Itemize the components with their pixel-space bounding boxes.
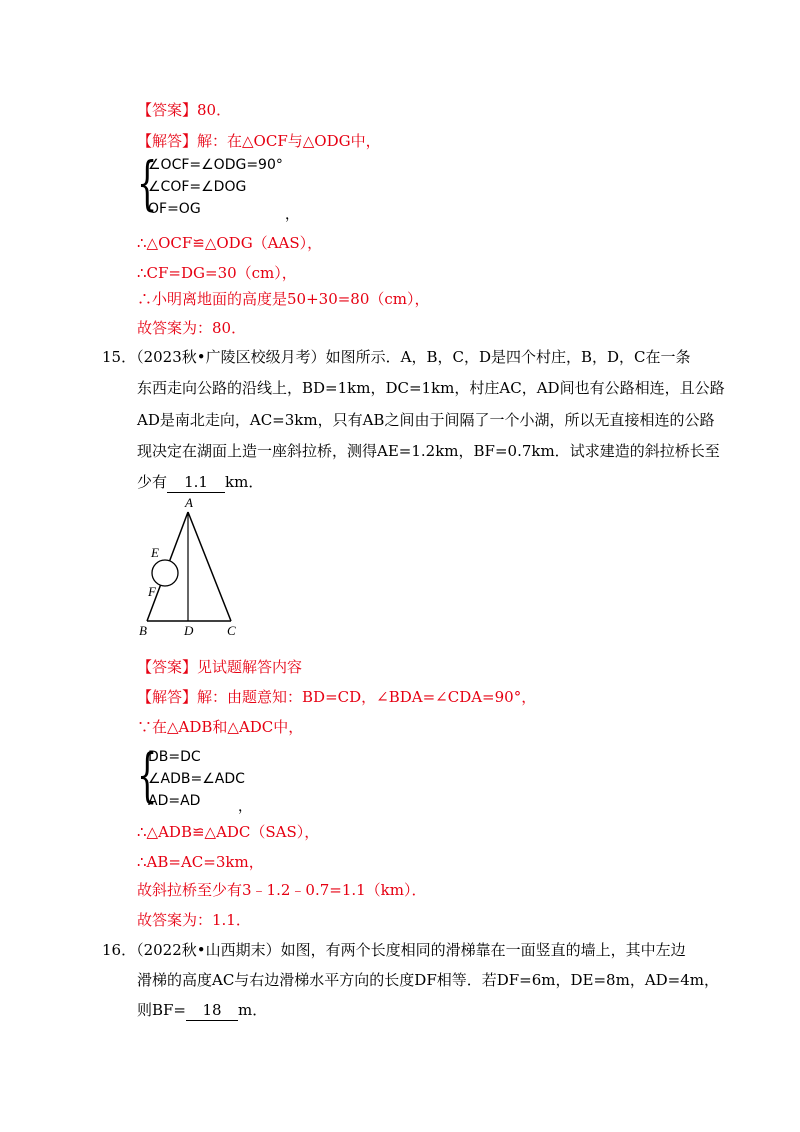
- answer-value: 80．: [197, 101, 232, 119]
- q15-solution-line: [137, 687, 536, 707]
- system-eq-3: OF=OG: [148, 201, 201, 217]
- q15-line-2: 东西走向公路的沿线上，BD=1km，DC=1km，村庄AC，AD间也有公路相连，且公路: [137, 379, 725, 397]
- answer-blank: 1.1: [167, 472, 225, 493]
- blank-suffix: m．: [238, 1001, 268, 1019]
- label-b: B: [139, 623, 147, 638]
- label-e: E: [151, 545, 159, 560]
- q15-because-line: ∵在△ADB和△ADC中，: [137, 718, 304, 736]
- system-comma: ，: [285, 207, 299, 223]
- solution-tag: 【解答】: [137, 688, 198, 706]
- system-eq-2: ∠ADB=∠ADC: [148, 771, 245, 787]
- q15-line-5: [137, 472, 263, 493]
- lake-circle: [152, 560, 178, 586]
- label-f: F: [148, 584, 156, 599]
- answer-blank: 18: [186, 1000, 238, 1021]
- system-eq-1: ∠OCF=∠ODG=90°: [148, 157, 283, 173]
- solution-intro: 解：在△OCF与△ODG中，: [197, 132, 381, 150]
- label-c: C: [227, 623, 236, 638]
- q15-ab-line: ∴AB=AC=3km，: [137, 853, 264, 871]
- answer-tag: 【答案】: [137, 101, 198, 119]
- solution-intro: 解：由题意知：BD=CD，∠BDA=∠CDA=90°，: [197, 688, 537, 706]
- q14-height-line: ∴小明离地面的高度是50+30=80（cm），: [137, 290, 430, 308]
- q15-line-4: 现决定在湖面上造一座斜拉桥，测得AE=1.2km，BF=0.7km．试求建造的斜拉桥长至: [137, 442, 720, 460]
- triangle-figure: [130, 495, 250, 640]
- q14-cf-line: ∴CF=DG=30（cm），: [137, 264, 297, 282]
- q15-line-3: AD是南北走向，AC=3km，只有AB之间由于间隔了一个小湖，所以无直接相连的公路: [137, 411, 715, 429]
- q15-final-line: 故答案为：1.1．: [137, 911, 251, 929]
- side-ac: [188, 512, 231, 621]
- label-a: A: [185, 495, 193, 510]
- system-brace: {: [137, 149, 158, 217]
- label-d: D: [184, 623, 194, 638]
- q15-congruent-line: ∴△ADB≌△ADC（SAS），: [137, 823, 320, 841]
- q15-line-1: [102, 347, 691, 367]
- system-eq-3: AD=AD: [148, 793, 201, 809]
- q16-line-3: [137, 1000, 267, 1021]
- q15-answer-line: [137, 657, 302, 677]
- q14-solution-line: [137, 131, 381, 151]
- solution-tag: 【解答】: [137, 132, 198, 150]
- answer-value: 见试题解答内容: [197, 658, 303, 676]
- answer-tag: 【答案】: [137, 658, 198, 676]
- question-text: （2022秋•山西期末）如图，有两个长度相同的滑梯靠在一面竖直的墙上，其中左边: [136, 941, 686, 959]
- q16-line-2: 滑梯的高度AC与右边滑梯水平方向的长度DF相等．若DF=6m，DE=8m，AD=4m，: [137, 971, 720, 989]
- question-number: 16．: [102, 941, 137, 959]
- q16-line-1: [102, 940, 686, 960]
- system-brace: {: [137, 741, 158, 809]
- blank-prefix: 则BF=: [137, 1001, 186, 1019]
- question-text: （2023秋•广陵区校级月考）如图所示．A，B，C，D是四个村庄，B，D，C在一条: [136, 348, 691, 366]
- q14-congruent-line: ∴△OCF≌△ODG（AAS），: [137, 234, 323, 252]
- q14-answer-line: [137, 100, 231, 120]
- system-comma: ，: [238, 799, 252, 815]
- blank-prefix: 少有: [137, 473, 168, 491]
- system-eq-2: ∠COF=∠DOG: [148, 179, 247, 195]
- q14-final-line: 故答案为：80．: [137, 319, 247, 337]
- system-eq-1: DB=DC: [148, 749, 201, 765]
- blank-suffix: km．: [225, 473, 264, 491]
- q15-bridge-line: 故斜拉桥至少有3﹣1.2﹣0.7=1.1（km）．: [137, 881, 427, 899]
- question-number: 15．: [102, 348, 137, 366]
